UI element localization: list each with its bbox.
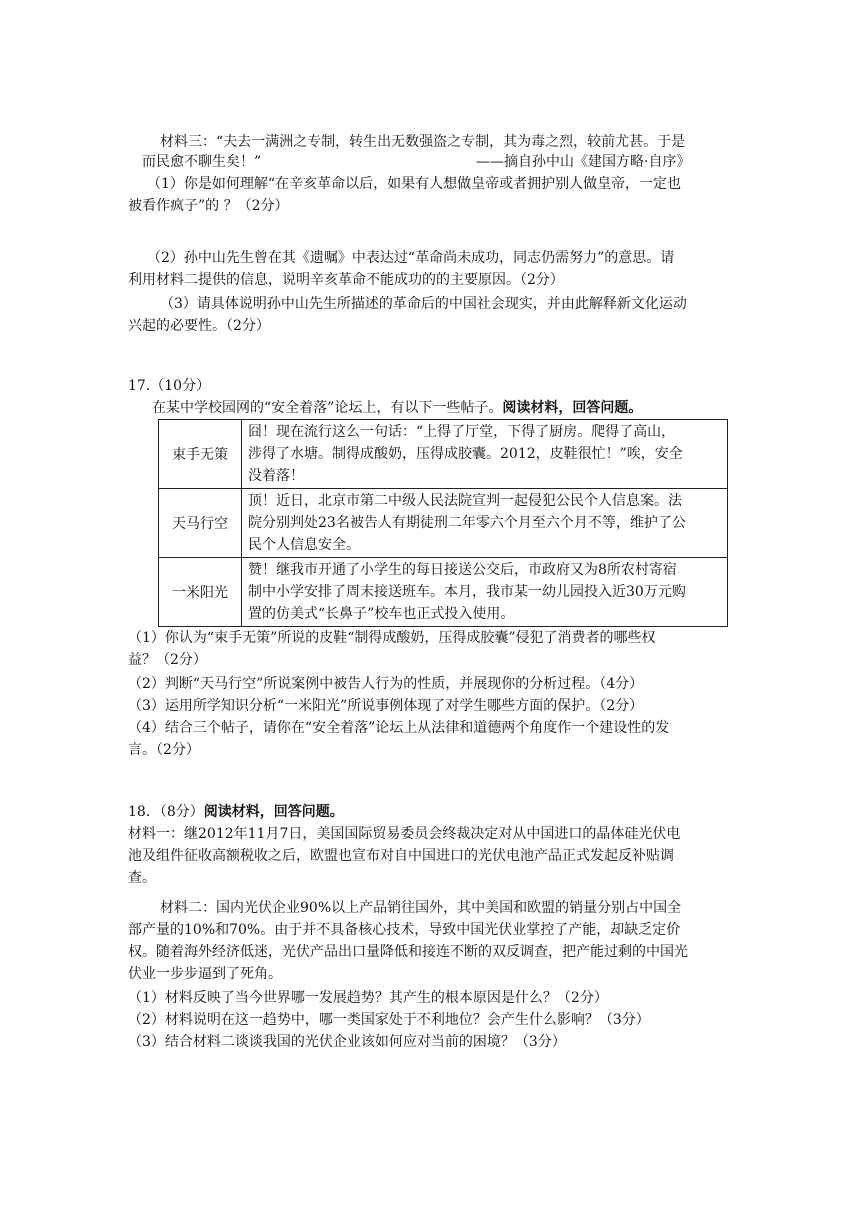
q18-instruction: 阅读材料，回答问题。 xyxy=(203,804,344,820)
material-3-line-2: 而民愈不聊生矣！” xyxy=(142,154,262,170)
post-content xyxy=(242,420,728,489)
material-3-source: ——摘自孙中山《建国方略·自序》 xyxy=(476,154,691,170)
post-row xyxy=(159,489,728,558)
q17-header: 17.（10分） xyxy=(128,378,211,394)
q16-sub1-line-2: 被看作疯子”的 ？（2分） xyxy=(128,198,289,214)
q18-material1-line-3: 查。 xyxy=(128,870,156,886)
q17-intro xyxy=(152,398,642,418)
q18-sub2: （2）材料说明在这一趋势中，哪一类国家处于不利地位？会产生什么影响？（3分） xyxy=(128,1012,650,1028)
material-3-line-1: 材料三：“夫去一满洲之专制，转生出无数强盗之专制，其为毒之烈，较前尤甚。于是 xyxy=(160,134,686,150)
post-line: 制中小学安排了周末接送班车。本月，我市某一幼儿园投入近30万元购 xyxy=(248,584,686,600)
q17-sub3: （3）运用所学知识分析“一米阳光”所说事例体现了对学生哪些方面的保护。（2分） xyxy=(128,698,644,714)
q18-sub3: （3）结合材料二谈谈我国的光伏企业该如何应对当前的困境？（3分） xyxy=(128,1034,566,1050)
q18-material2-line-2: 部产量的10%和70%。由于并不具备核心技术，导致中国光伏业掌控了产能，却缺乏定价 xyxy=(128,922,681,938)
post-row xyxy=(159,558,728,627)
post-line: 置的仿美式“长鼻子”校车也正式投入使用。 xyxy=(248,606,515,622)
q18-material2-line-4: 伏业一步步逼到了死角。 xyxy=(128,966,282,982)
post-line: 涉得了水塘。制得成酸奶，压得成胶囊。2012，皮鞋很忙！”唉，安全 xyxy=(248,446,683,462)
q17-sub4-line-2: 言。（2分） xyxy=(128,742,200,758)
q16-sub3-line-2: 兴起的必要性。（2分） xyxy=(128,318,270,334)
q18-number: 18．（8分） xyxy=(128,804,204,820)
q17-intro-text: 在某中学校园网的“安全着落”论坛上，有以下一些帖子。 xyxy=(152,400,503,416)
post-line: 院分别判处23名被告人有期徒刑二年零六个月至六个月不等，维护了公 xyxy=(248,515,686,531)
post-author: 天马行空 xyxy=(159,489,242,558)
q18-material1-line-2: 池及组件征收高额税收之后，欧盟也宣布对自中国进口的光伏电池产品正式发起反补贴调 xyxy=(128,848,674,864)
forum-posts-table xyxy=(158,419,728,627)
q16-sub2-line-2: 利用材料二提供的信息，说明辛亥革命不能成功的的主要原因。（2分） xyxy=(128,272,564,288)
q17-sub1-line-2: 益？（2分） xyxy=(128,652,207,668)
q17-sub1-line-1: （1）你认为“束手无策”所说的皮鞋“制得成酸奶，压得成胶囊”侵犯了消费者的哪些权 xyxy=(128,630,656,646)
q16-sub3-line-1: （3）请具体说明孙中山先生所描述的革命后的中国社会现实，并由此解释新文化运动 xyxy=(160,296,687,312)
q17-sub2: （2）判断“天马行空”所说案例中被告人行为的性质，并展现你的分析过程。（4分） xyxy=(128,676,644,692)
q16-sub2-line-1: （2）孙中山先生曾在其《遗嘱》中表达过“革命尚未成功，同志仍需努力”的意思。请 xyxy=(147,250,675,266)
q18-material2-line-1: 材料二：国内光伏企业90%以上产品销往国外，其中美国和欧盟的销量分别占中国全 xyxy=(160,900,682,916)
post-content xyxy=(242,489,728,558)
post-author: 束手无策 xyxy=(159,420,242,489)
post-content xyxy=(242,558,728,627)
q17-intro-instruction: 阅读材料，回答问题。 xyxy=(502,400,643,416)
post-line: 没着落！ xyxy=(248,468,304,484)
post-row xyxy=(159,420,728,489)
q17-sub4-line-1: （4）结合三个帖子，请你在“安全着落”论坛上从法律和道德两个角度作一个建设性的发 xyxy=(128,720,670,736)
q18-material2-line-3: 权。随着海外经济低迷，光伏产品出口量降低和接连不断的双反调查，把产能过剩的中国光 xyxy=(128,944,688,960)
post-author: 一米阳光 xyxy=(159,558,242,627)
q16-sub1-line-1: （1）你是如何理解“在辛亥革命以后，如果有人想做皇帝或者拥护别人做皇帝，一定也 xyxy=(147,176,682,192)
post-line: 顶！近日，北京市第二中级人民法院宣判一起侵犯公民个人信息案。法 xyxy=(248,493,682,509)
q18-sub1: （1）材料反映了当今世界哪一发展趋势？其产生的根本原因是什么？（2分） xyxy=(128,990,608,1006)
post-line: 民个人信息安全。 xyxy=(248,537,360,553)
q18-header xyxy=(128,802,344,822)
post-line: 赞！继我市开通了小学生的每日接送公交后，市政府又为8所农村寄宿 xyxy=(248,562,677,578)
q18-material1-line-1: 材料一：继2012年11月7日，美国国际贸易委员会终裁决定对从中国进口的晶体硅光伏电 xyxy=(128,826,681,842)
post-line: 囧！现在流行这么一句话：“上得了厅堂，下得了厨房。爬得了高山， xyxy=(248,424,676,440)
